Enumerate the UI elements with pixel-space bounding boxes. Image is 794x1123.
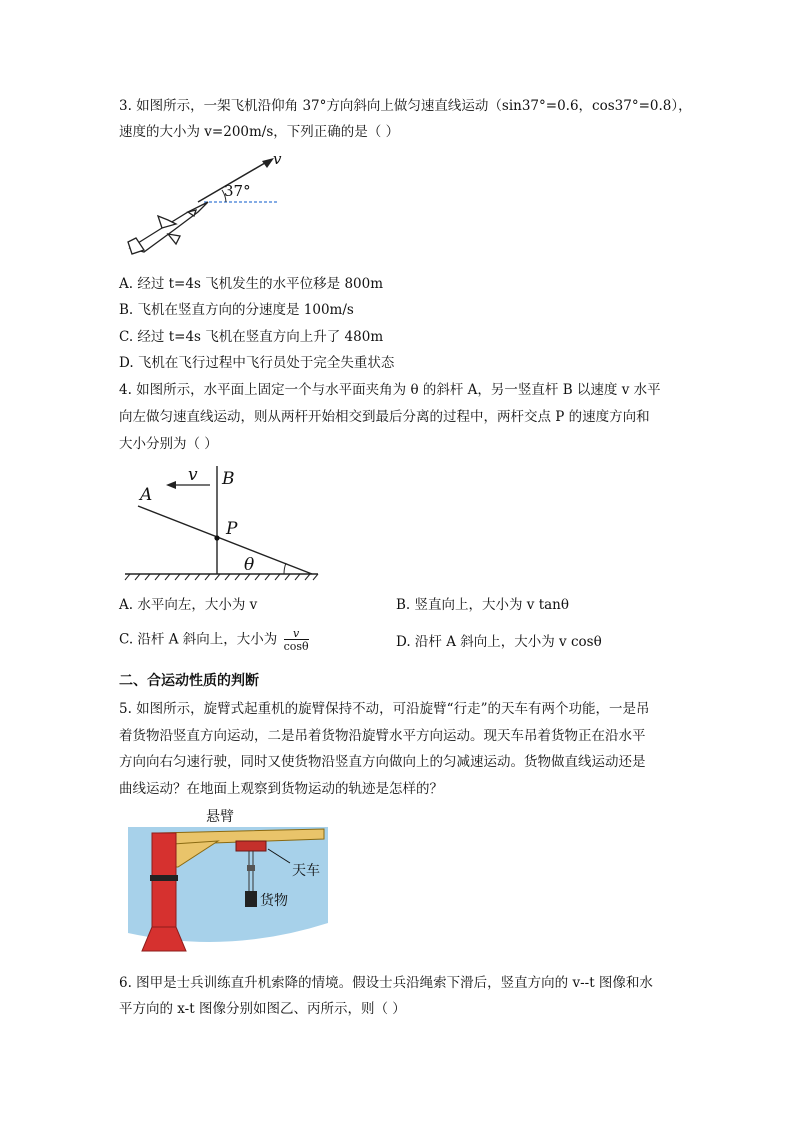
fraction-numerator: v	[292, 627, 300, 640]
cargo-box	[245, 891, 257, 907]
q4-option-c-fraction	[284, 628, 309, 652]
airplane-figure	[118, 150, 298, 265]
intersection-point-p	[214, 535, 219, 540]
q5-stem-line3: 方向向右匀速行驶，同时又使货物沿竖直方向做向上的匀减速运动。货物做直线运动还是	[119, 754, 646, 770]
airplane-icon	[128, 202, 208, 254]
q3-option-d[interactable]: D. 飞机在飞行过程中飞行员处于完全失重状态	[119, 355, 395, 371]
q6-stem-line1: 6. 图甲是士兵训练直升机索降的情境。假设士兵沿绳索下滑后，竖直方向的 v--t 图像和水	[119, 975, 653, 991]
velocity-label: v	[273, 150, 282, 168]
column-band	[150, 875, 178, 881]
label-p: P	[226, 519, 238, 539]
section-heading: 二、合运动性质的判断	[119, 673, 259, 689]
q5-stem-line1: 5. 如图所示，旋臂式起重机的旋臂保持不动，可沿旋臂“行走”的天车有两个功能，一是吊	[119, 701, 650, 717]
label-b: B	[222, 469, 235, 489]
trolley-label: 天车	[292, 863, 320, 879]
cargo-label: 货物	[260, 893, 288, 909]
q4-option-c-text: C. 沿杆 A 斜向上，大小为	[119, 631, 278, 648]
crane-column	[152, 833, 176, 933]
q4-option-c[interactable]	[119, 628, 309, 652]
q3-option-a[interactable]: A. 经过 t=4s 飞机发生的水平位移是 800m	[119, 276, 384, 292]
fraction-denominator: cosθ	[283, 640, 309, 653]
q4-stem-line2: 向左做匀速直线运动，则从两杆开始相交到最后分离的过程中，两杆交点 P 的速度方向和	[119, 409, 650, 425]
q3-stem-line1: 3. 如图所示，一架飞机沿仰角 37°方向斜向上做匀速直线运动（sin37°=0.6，cos37°=0.8），	[119, 98, 692, 114]
theta-arc	[284, 563, 286, 574]
q3-stem-line2: 速度的大小为 v=200m/s，下列正确的是（ ）	[119, 124, 400, 140]
crane-figure	[128, 805, 328, 957]
rod-b-velocity-arrowhead	[166, 481, 176, 489]
label-v: v	[188, 465, 198, 485]
q3-option-c[interactable]: C. 经过 t=4s 飞机在竖直方向上升了 480m	[119, 329, 384, 345]
q3-option-b[interactable]: B. 飞机在竖直方向的分速度是 100m/s	[119, 302, 354, 318]
q4-option-d[interactable]: D. 沿杆 A 斜向上，大小为 v cosθ	[396, 634, 602, 650]
arm-label: 悬臂	[206, 809, 234, 825]
q5-stem-line4: 曲线运动？在地面上观察到货物运动的轨迹是怎样的？	[119, 781, 443, 797]
angle-label: 37°	[224, 182, 251, 200]
q4-option-b[interactable]: B. 竖直向上，大小为 v tanθ	[396, 597, 570, 613]
trolley	[236, 841, 266, 851]
q6-stem-line2: 平方向的 x-t 图像分别如图乙、丙所示，则（ ）	[119, 1001, 406, 1017]
hook-block	[247, 865, 255, 871]
ground-hatching	[125, 574, 318, 580]
q4-stem-line3: 大小分别为（ ）	[119, 436, 218, 452]
label-a: A	[140, 485, 153, 505]
q4-option-a[interactable]: A. 水平向左，大小为 v	[119, 597, 258, 613]
label-theta: θ	[244, 555, 255, 575]
q4-stem-line1: 4. 如图所示，水平面上固定一个与水平面夹角为 θ 的斜杆 A，另一竖直杆 B 以速度 v 水平	[119, 382, 661, 398]
rods-figure	[120, 458, 325, 583]
q5-stem-line2: 着货物沿竖直方向运动，二是吊着货物沿旋臂水平方向运动。现天车吊着货物正在沿水平	[119, 728, 646, 744]
